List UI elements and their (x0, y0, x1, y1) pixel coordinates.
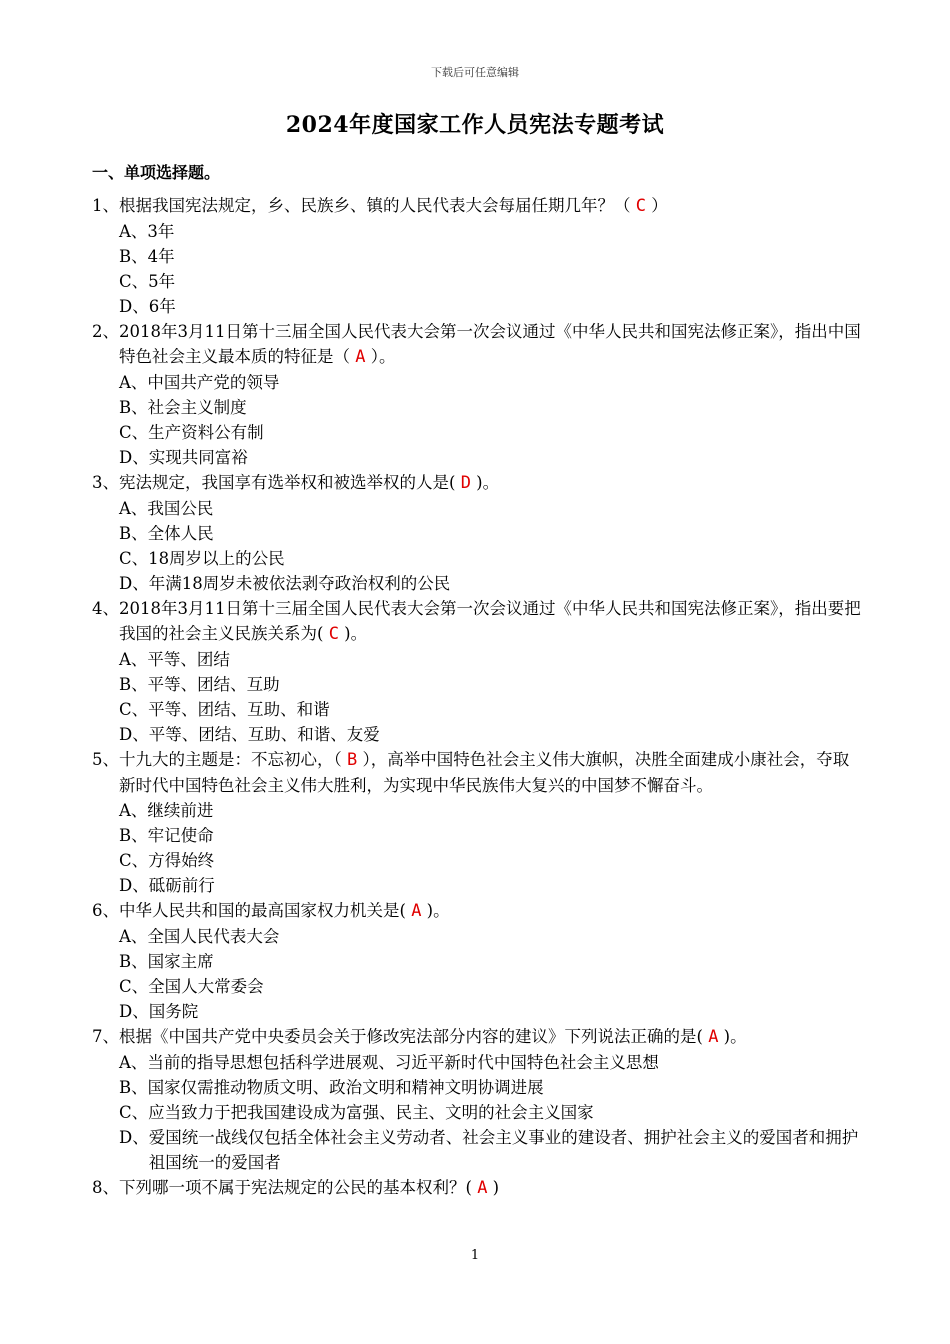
option-letter: A、 (119, 650, 148, 669)
option-letter: D、 (119, 297, 149, 316)
question-number: 6、 (92, 901, 119, 920)
option-letter: C、 (119, 272, 149, 291)
question-item (92, 747, 862, 898)
option-letter: C、 (119, 549, 149, 568)
option-text: 3年 (147, 222, 175, 241)
answer-option (119, 848, 862, 873)
question-list (92, 193, 862, 1201)
option-text: 平等、团结、互助、和谐、友爱 (148, 725, 380, 744)
option-letter: C、 (119, 977, 149, 996)
question-text (119, 1024, 862, 1050)
option-letter: B、 (119, 524, 148, 543)
option-text: 国家主席 (147, 952, 214, 971)
option-text: 全体人民 (147, 524, 214, 543)
answer-key: C (328, 624, 339, 644)
option-text: 继续前进 (147, 801, 214, 820)
option-letter: B、 (119, 675, 148, 694)
option-text: 平等、团结、互助 (147, 675, 280, 694)
question-text-before: 2018年3月11日第十三届全国人民代表大会第一次会议通过《中华人民共和国宪法修正案》，指出要把我国的社会主义民族关系为( (119, 599, 861, 643)
option-letter: B、 (119, 247, 148, 266)
option-text: 18周岁以上的公民 (148, 549, 285, 568)
header-note: 下载后可任意编辑 (431, 66, 519, 79)
option-text: 5年 (148, 272, 176, 291)
question-text-after: )。 (470, 473, 500, 492)
question-stem (92, 1175, 862, 1201)
option-text: 国家仅需推动物质文明、政治文明和精神文明协调进展 (147, 1078, 544, 1097)
option-letter: A、 (119, 373, 148, 392)
answer-option (119, 924, 862, 949)
question-text-before: 中华人民共和国的最高国家权力机关是( (119, 901, 412, 920)
question-text (119, 747, 862, 798)
option-letter: A、 (119, 222, 148, 241)
question-stem (92, 898, 862, 924)
option-letter: D、 (119, 448, 149, 467)
question-text (119, 470, 862, 496)
answer-option (119, 370, 862, 395)
answer-option (119, 445, 862, 470)
question-stem (92, 193, 862, 219)
answer-option (119, 823, 862, 848)
option-letter: B、 (119, 952, 148, 971)
section-title: 一、单项选择题。 (92, 163, 221, 182)
question-item (92, 1024, 862, 1175)
option-text: 社会主义制度 (147, 398, 247, 417)
option-letter: D、 (119, 1128, 149, 1147)
question-text-after: ），高举中国特色社会主义伟大旗帜，决胜全面建成小康社会，夺取新时代中国特色社会主义伟大胜利，为实现中华民族伟大复兴的中国梦不懈奋斗。 (119, 750, 850, 795)
question-stem (92, 319, 862, 370)
question-text (119, 1175, 862, 1201)
question-number: 2、 (92, 322, 119, 341)
question-text-before: 根据我国宪法规定，乡、民族乡、镇的人民代表大会每届任期几年？（ (119, 196, 636, 215)
option-letter: A、 (119, 801, 148, 820)
question-item (92, 898, 862, 1024)
answer-option (119, 672, 862, 697)
answer-key: B (347, 750, 358, 770)
answer-option (119, 1075, 862, 1100)
question-number: 5、 (92, 750, 119, 769)
answer-option (119, 546, 862, 571)
answer-key: A (708, 1027, 719, 1047)
question-text-after: ) (487, 1178, 500, 1197)
answer-option (119, 521, 862, 546)
question-text-after: )。 (718, 1027, 747, 1046)
answer-key: C (635, 196, 646, 216)
option-text: 中国共产党的领导 (147, 373, 280, 392)
answer-option (119, 571, 862, 596)
question-stem (92, 470, 862, 496)
option-letter: A、 (119, 499, 148, 518)
option-text: 牢记使命 (147, 826, 214, 845)
answer-option (119, 1125, 862, 1175)
question-text-before: 2018年3月11日第十三届全国人民代表大会第一次会议通过《中华人民共和国宪法修正案》，指出中国特色社会主义最本质的特征是（ (119, 322, 861, 366)
question-text-before: 根据《中国共产党中央委员会关于修改宪法部分内容的建议》下列说法正确的是( (119, 1027, 709, 1046)
document-title: 2024年度国家工作人员宪法专题考试 (285, 112, 665, 138)
question-text-after: )。 (421, 901, 450, 920)
question-text-after: ） (646, 196, 668, 215)
question-number: 4、 (92, 599, 119, 618)
answer-option (119, 294, 862, 319)
answer-option (119, 395, 862, 420)
option-text: 4年 (147, 247, 175, 266)
option-letter: C、 (119, 851, 149, 870)
question-item (92, 1175, 862, 1201)
answer-key: A (411, 901, 422, 921)
question-number: 3、 (92, 473, 119, 492)
answer-option (119, 999, 862, 1024)
answer-option (119, 949, 862, 974)
question-text-before: 下列哪一项不属于宪法规定的公民的基本权利？( (119, 1178, 478, 1197)
question-text (119, 319, 862, 370)
option-letter: C、 (119, 700, 149, 719)
answer-option (119, 1100, 862, 1125)
option-letter: B、 (119, 398, 148, 417)
question-stem (92, 1024, 862, 1050)
option-text: 6年 (148, 297, 176, 316)
question-text (119, 596, 862, 647)
option-text: 国务院 (148, 1002, 199, 1021)
question-item (92, 596, 862, 747)
option-letter: B、 (119, 826, 148, 845)
question-text-after: ）。 (365, 347, 396, 366)
option-text: 实现共同富裕 (148, 448, 248, 467)
answer-option (119, 219, 862, 244)
question-number: 8、 (92, 1178, 119, 1197)
option-text: 砥砺前行 (148, 876, 215, 895)
answer-key: A (477, 1178, 488, 1198)
option-text: 平等、团结 (147, 650, 230, 669)
option-letter: B、 (119, 1078, 148, 1097)
question-text (119, 193, 862, 219)
option-letter: A、 (119, 927, 148, 946)
question-item (92, 319, 862, 470)
question-stem (92, 596, 862, 647)
option-letter: D、 (119, 725, 149, 744)
answer-key: A (355, 347, 366, 367)
answer-option (119, 420, 862, 445)
option-letter: C、 (119, 423, 149, 442)
option-text: 生产资料公有制 (148, 423, 264, 442)
question-item (92, 470, 862, 596)
question-text-before: 十九大的主题是：不忘初心，（ (119, 750, 347, 769)
option-text: 爱国统一战线仅包括全体社会主义劳动者、社会主义事业的建设者、拥护社会主义的爱国者和拥护祖国统一的爱国者 (148, 1128, 859, 1172)
option-letter: D、 (119, 1002, 149, 1021)
question-stem (92, 747, 862, 798)
option-text: 我国公民 (147, 499, 214, 518)
answer-option (119, 873, 862, 898)
question-number: 1、 (92, 196, 119, 215)
question-text-after: )。 (338, 624, 368, 643)
answer-option (119, 496, 862, 521)
option-letter: D、 (119, 574, 149, 593)
question-number: 7、 (92, 1027, 119, 1046)
answer-option (119, 798, 862, 823)
question-text (119, 898, 862, 924)
answer-option (119, 244, 862, 269)
answer-option (119, 974, 862, 999)
answer-option (119, 697, 862, 722)
option-text: 年满18周岁未被依法剥夺政治权利的公民 (148, 574, 451, 593)
page-number: 1 (470, 1248, 480, 1263)
option-text: 应当致力于把我国建设成为富强、民主、文明的社会主义国家 (148, 1103, 594, 1122)
option-text: 全国人大常委会 (148, 977, 264, 996)
option-letter: C、 (119, 1103, 149, 1122)
option-text: 平等、团结、互助、和谐 (148, 700, 330, 719)
option-letter: D、 (119, 876, 149, 895)
answer-option (119, 269, 862, 294)
answer-option (119, 722, 862, 747)
answer-option (119, 647, 862, 672)
answer-option (119, 1050, 862, 1075)
question-text-before: 宪法规定，我国享有选举权和被选举权的人是( (119, 473, 461, 492)
answer-key: D (460, 473, 471, 493)
option-letter: A、 (119, 1053, 148, 1072)
option-text: 方得始终 (148, 851, 215, 870)
question-item (92, 193, 862, 319)
option-text: 当前的指导思想包括科学进展观、习近平新时代中国特色社会主义思想 (147, 1053, 659, 1072)
option-text: 全国人民代表大会 (147, 927, 280, 946)
